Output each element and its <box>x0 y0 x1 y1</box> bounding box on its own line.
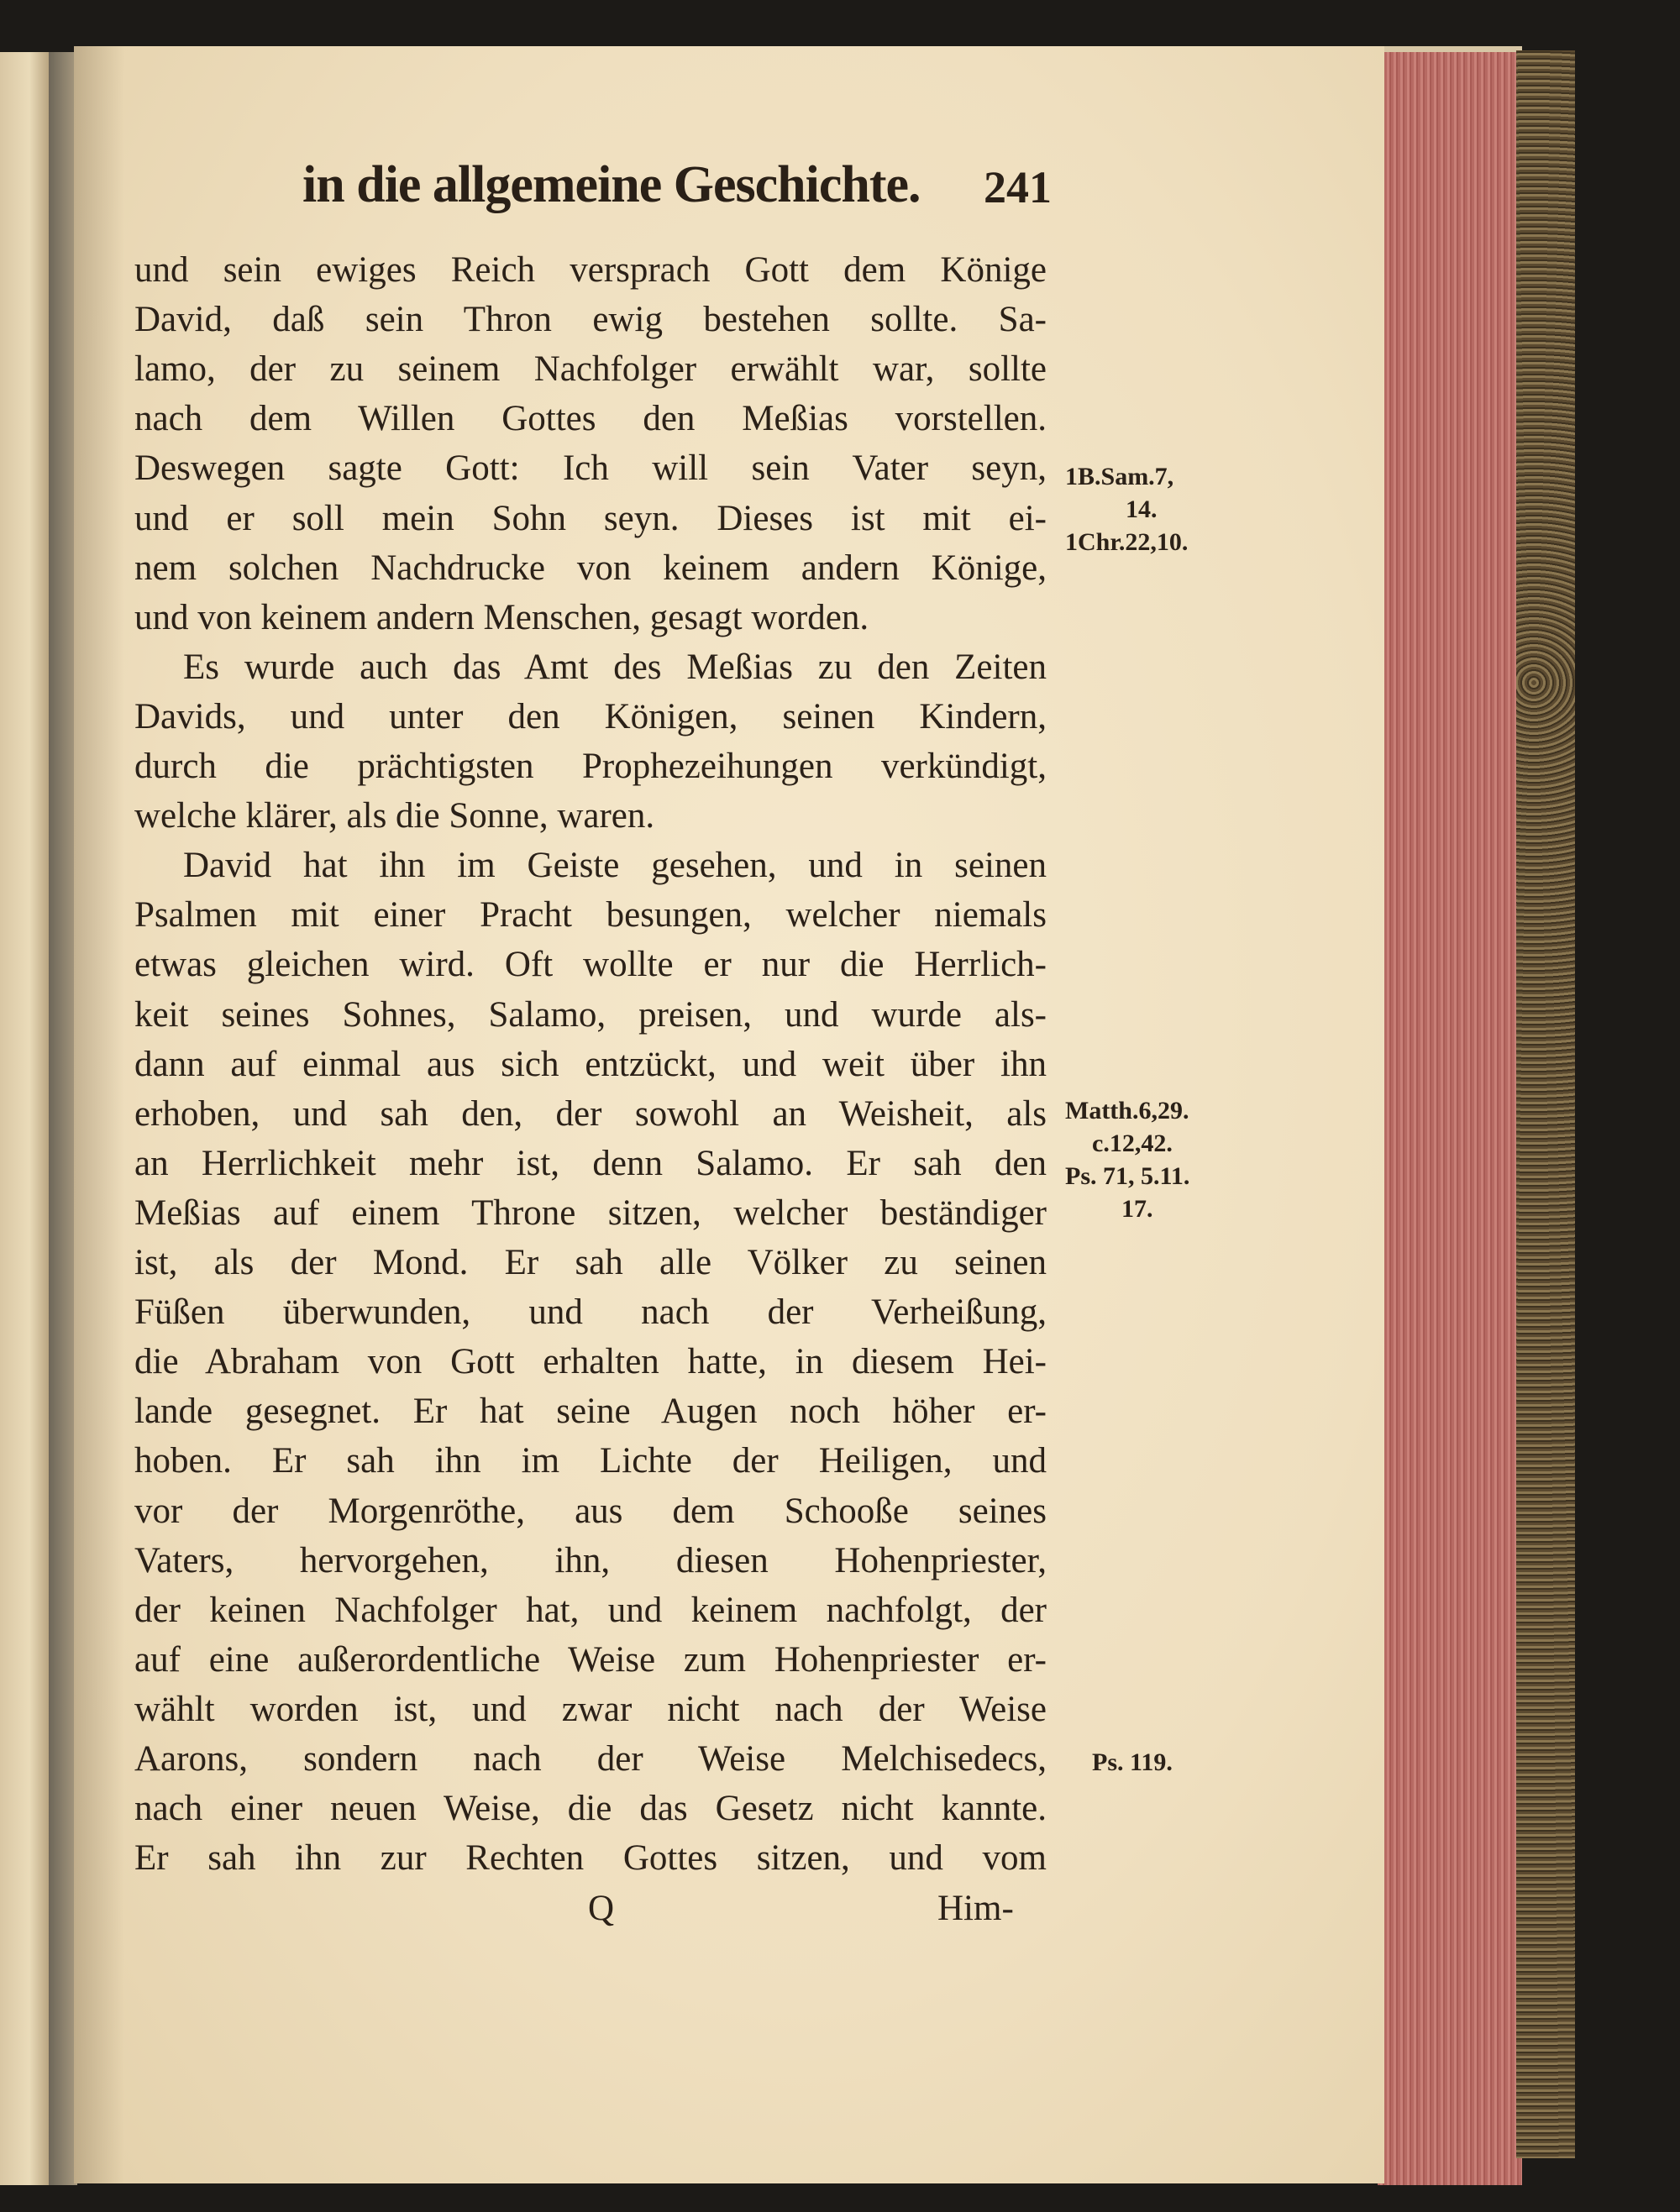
text-line: und er soll mein Sohn seyn. Dieses ist mit ei- <box>134 498 1047 538</box>
text-line: ist, als der Mond. Er sah alle Völker zu seinen <box>134 1243 1047 1282</box>
text-line: nach einer neuen Weise, die das Gesetz nicht kannte. <box>134 1789 1047 1829</box>
margin-note: 14. <box>1126 495 1158 523</box>
text-line: die Abraham von Gott erhalten hatte, in diesem Hei- <box>134 1342 1047 1382</box>
margin-note: 1B.Sam.7, <box>1065 463 1174 490</box>
margin-note: Ps. 119. <box>1092 1748 1173 1776</box>
text-line: Füßen überwunden, und nach der Verheißung, <box>134 1292 1047 1333</box>
margin-note: Matth.6,29. <box>1065 1097 1189 1124</box>
book-gutter <box>49 52 77 2185</box>
catchword: Him- <box>937 1889 1014 1928</box>
gutter-shadow <box>74 46 124 2183</box>
text-line: auf eine außerordentliche Weise zum Hohenpriester er- <box>134 1639 1047 1680</box>
book-cover <box>1516 50 1575 2158</box>
text-line: welche klärer, als die Sonne, waren. <box>134 796 655 836</box>
text-line: und sein ewiges Reich versprach Gott dem Könige <box>134 250 1047 290</box>
text-line: hoben. Er sah ihn im Lichte der Heiligen, und <box>134 1441 1047 1481</box>
text-line: Deswegen sagte Gott: Ich will sein Vater seyn, <box>134 448 1047 489</box>
text-line: erhoben, und sah den, der sowohl an Weisheit, als <box>134 1093 1047 1134</box>
running-title: in die allgemeine Geschichte. <box>302 156 921 213</box>
text-line: vor der Morgenröthe, aus dem Schooße seines <box>134 1491 1047 1531</box>
facing-page-edge <box>0 52 49 2185</box>
text-line: Psalmen mit einer Pracht besungen, welcher niemals <box>134 895 1047 936</box>
margin-note: 1Chr.22,10. <box>1065 528 1189 556</box>
text-line: David, daß sein Thron ewig bestehen sollte. Sa- <box>134 300 1047 340</box>
text-line: Meßias auf einem Throne sitzen, welcher beständiger <box>134 1192 1047 1233</box>
text-line: Vaters, hervorgehen, ihn, diesen Hohenpriester, <box>134 1540 1047 1580</box>
margin-note: c.12,42. <box>1092 1130 1173 1157</box>
text-line: nem solchen Nachdrucke von keinem andern Könige, <box>134 548 1047 588</box>
text-line: Davids, und unter den Königen, seinen Kindern, <box>134 696 1047 736</box>
margin-note: Ps. 71, 5.11. <box>1065 1162 1190 1190</box>
text-line: keit seines Sohnes, Salamo, preisen, und wurde als- <box>134 994 1047 1035</box>
text-line: und von keinem andern Menschen, gesagt worden. <box>134 597 869 637</box>
text-line: lamo, der zu seinem Nachfolger erwählt war, sollte <box>134 349 1047 390</box>
text-line: wählt worden ist, und zwar nicht nach der Weise <box>134 1689 1047 1729</box>
text-line: Er sah ihn zur Rechten Gottes sitzen, und vom <box>134 1838 1047 1879</box>
text-line: David hat ihn im Geiste gesehen, und in seinen <box>183 846 1047 886</box>
page-header <box>302 155 1058 223</box>
text-line: der keinen Nachfolger hat, und keinem nachfolgt, der <box>134 1590 1047 1630</box>
text-line: Aarons, sondern nach der Weise Melchisedecs, <box>134 1739 1047 1779</box>
margin-note: 17. <box>1121 1195 1153 1223</box>
text-line: lande gesegnet. Er hat seine Augen noch höher er- <box>134 1392 1047 1432</box>
text-line: Es wurde auch das Amt des Meßias zu den Zeiten <box>183 647 1047 687</box>
text-line: etwas gleichen wird. Oft wollte er nur die Herrlich- <box>134 945 1047 985</box>
text-line: dann auf einmal aus sich entzückt, und weit über ihn <box>134 1044 1047 1084</box>
text-line: durch die prächtigsten Prophezeihungen verkündigt, <box>134 747 1047 786</box>
signature-mark: Q <box>588 1889 615 1928</box>
red-page-edges <box>1378 52 1522 2185</box>
page-number: 241 <box>984 162 1052 212</box>
text-line: nach dem Willen Gottes den Meßias vorstellen. <box>134 399 1047 439</box>
text-line: an Herrlichkeit mehr ist, denn Salamo. Er sah den <box>134 1143 1047 1183</box>
